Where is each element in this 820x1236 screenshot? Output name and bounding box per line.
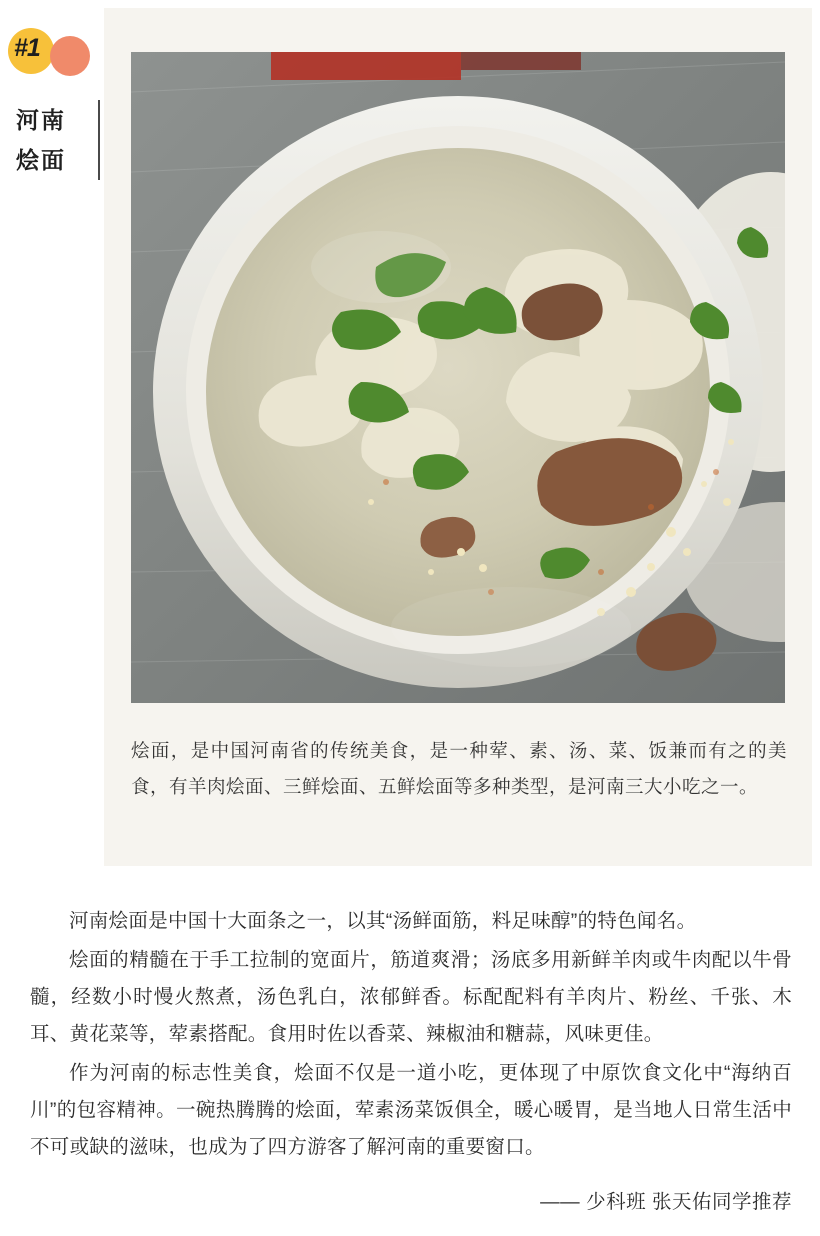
badge-number: #1 xyxy=(14,34,40,62)
paragraph: 河南烩面是中国十大面条之一，以其“汤鲜面筋，料足味醇”的特色闻名。 xyxy=(69,910,697,932)
paragraph: 烩面的精髓在于手工拉制的宽面片，筋道爽滑；汤底多用新鲜羊肉或牛肉配以牛骨髓，经数小时慢火熬煮，汤色乳白，浓郁鲜香。标配配料有羊肉片、粉丝、千张、木耳、黄花菜等，荤素搭配。食用时佐以香菜、辣椒油和糖蒜，风味更佳。 xyxy=(30,949,792,1045)
paragraph: 作为河南的标志性美食，烩面不仅是一道小吃，更体现了中原饮食文化中“海纳百川”的包容精神。一碗热腾腾的烩面，荤素汤菜饭俱全，暖心暖胃，是当地人日常生活中不可或缺的滋味，也成为了四方游客了解河南的重要窗口。 xyxy=(30,1062,792,1158)
dish-photo xyxy=(131,52,785,703)
article-body xyxy=(30,903,792,1168)
dish-title xyxy=(16,100,100,180)
dish-title-line-2: 烩面 xyxy=(16,147,66,173)
dish-title-line-1: 河南 xyxy=(16,107,66,133)
badge-circle-orange-icon xyxy=(50,36,90,76)
rank-badge xyxy=(8,28,98,78)
dish-photo-illustration xyxy=(131,52,785,703)
photo-caption: 烩面，是中国河南省的传统美食，是一种荤、素、汤、菜、饭兼而有之的美食，有羊肉烩面、三鲜烩面、五鲜烩面等多种类型，是河南三大小吃之一。 xyxy=(131,740,787,797)
recommendation-signature: —— 少科班 张天佑同学推荐 xyxy=(540,1191,792,1213)
